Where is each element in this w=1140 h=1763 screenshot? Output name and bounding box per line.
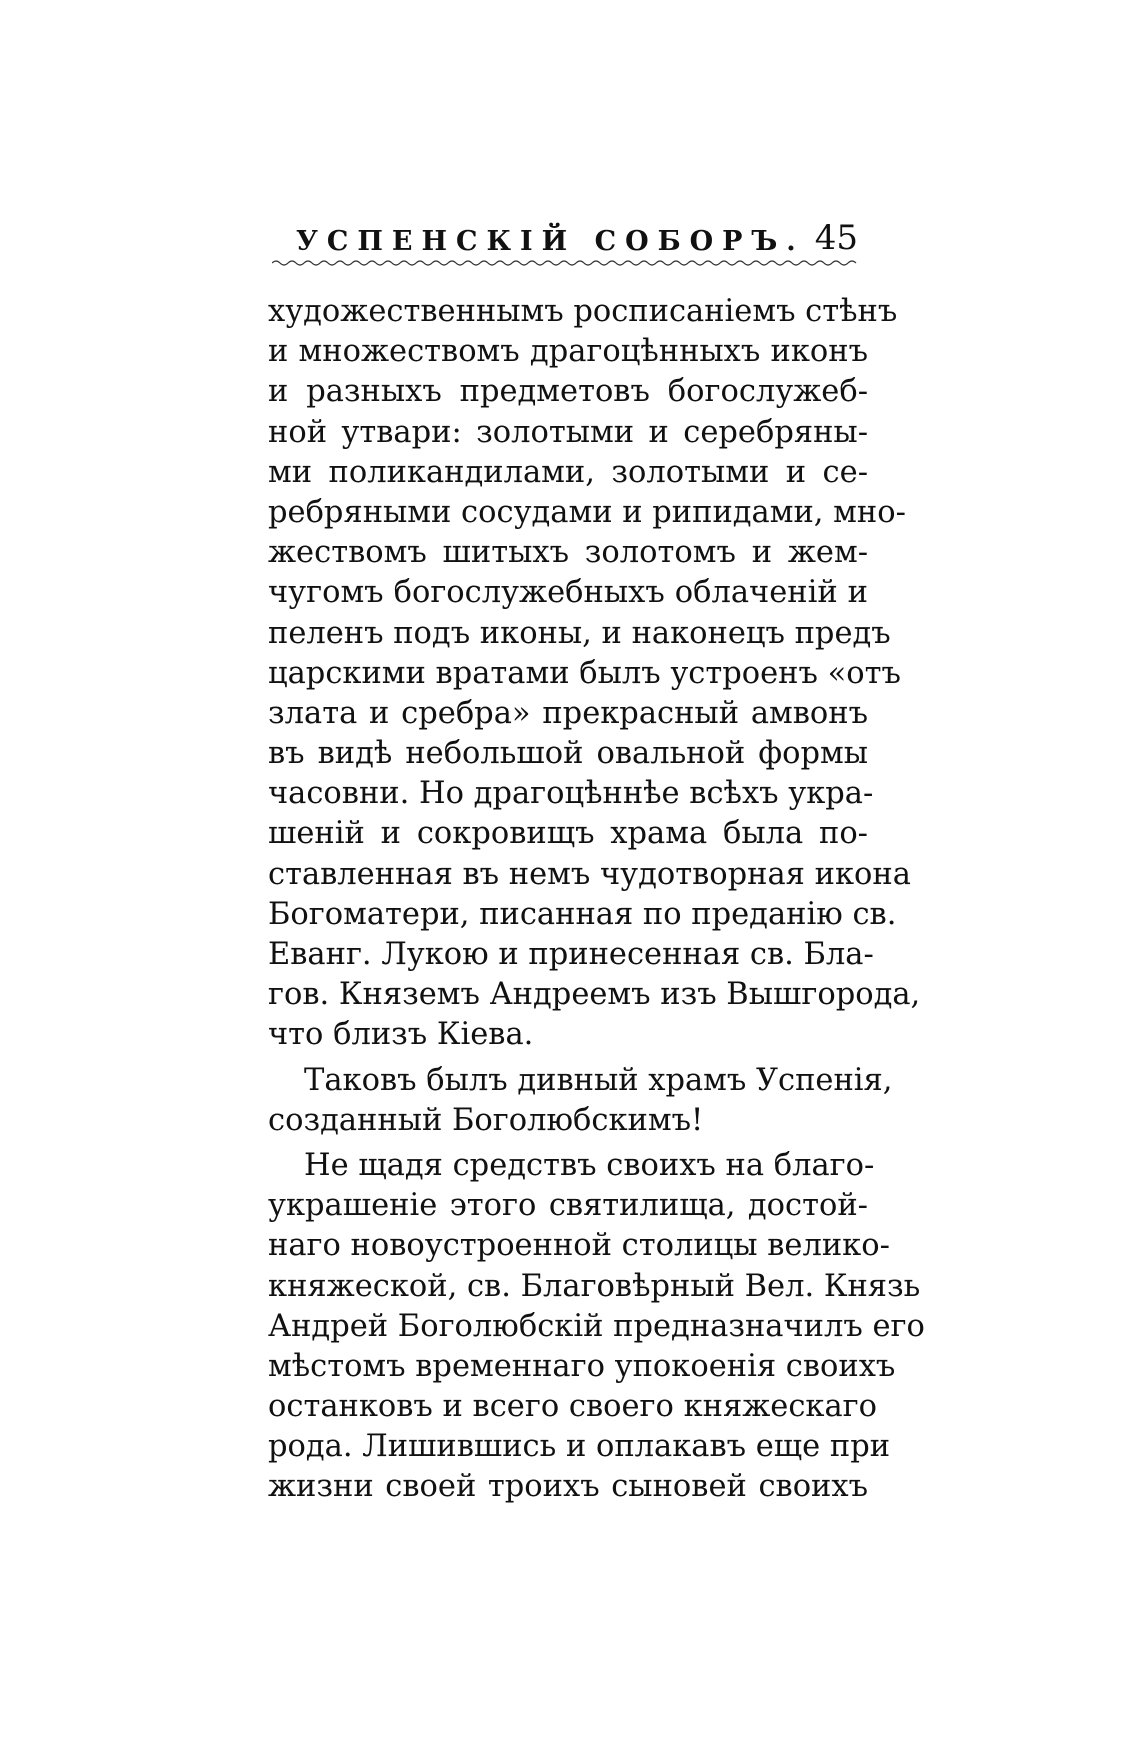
text-line: Таковъ былъ дивный храмъ Успенія, — [304, 1062, 893, 1098]
text-line: Андрей Боголюбскій предназначилъ его — [268, 1308, 925, 1344]
text-line: наго новоустроенной столицы велико- — [268, 1228, 890, 1264]
body-text — [268, 292, 925, 1508]
text-line: Не щадя средствъ своихъ на благо- — [304, 1147, 875, 1183]
text-line: что близъ Кіева. — [268, 1017, 534, 1053]
text-line: Еванг. Лукою и принесенная св. Бла- — [268, 937, 874, 972]
running-head — [272, 218, 862, 270]
text-line: царскими вратами былъ устроенъ «отъ — [268, 655, 901, 691]
text-line: останковъ и всего своего княжескаго — [268, 1389, 878, 1425]
running-title: УСПЕНСКІЙ СОБОРЪ. — [296, 226, 805, 257]
text-line: художественнымъ росписаніемъ стѣнъ — [268, 294, 898, 329]
text-line: созданный Боголюбскимъ! — [268, 1102, 704, 1138]
ornamental-wavy-rule — [272, 258, 862, 268]
text-line: часовни. Но драгоцѣннѣе всѣхъ укра- — [268, 776, 874, 812]
text-line: жизни своей троихъ сыновей своихъ — [268, 1469, 868, 1505]
paragraph-3 — [268, 1146, 925, 1508]
text-line: чугомъ богослужебныхъ облаченій и — [268, 575, 868, 611]
text-line: пеленъ подъ иконы, и наконецъ предъ — [268, 615, 891, 651]
text-line: ми поликандилами, золотыми и се- — [268, 454, 868, 490]
text-line: въ видѣ небольшой овальной формы — [268, 736, 868, 772]
text-line: рода. Лишившись и оплакавъ еще при — [268, 1429, 891, 1465]
text-line: жествомъ шитыхъ золотомъ и жем- — [268, 535, 868, 571]
text-line: и множествомъ драгоцѣнныхъ иконъ — [268, 334, 868, 370]
text-line: ребряными сосудами и рипидами, мно- — [268, 494, 906, 530]
text-line: княжеской, св. Благовѣрный Вел. Князь — [268, 1268, 921, 1304]
text-line: и разныхъ предметовъ богослужеб- — [268, 374, 868, 410]
paragraph-1 — [268, 292, 921, 1056]
text-line: ной утвари: золотыми и серебряны- — [268, 414, 868, 450]
text-line: мѣстомъ временнаго упокоенія своихъ — [268, 1348, 896, 1384]
text-line: украшеніе этого святилища, достой- — [268, 1188, 868, 1224]
text-line: шеній и сокровищъ храма была по- — [268, 816, 868, 852]
paragraph-2 — [268, 1061, 893, 1141]
text-line: Богоматери, писанная по преданію св. — [268, 896, 897, 932]
page-number: 45 — [814, 218, 858, 258]
text-line: ставленная въ немъ чудотворная икона — [268, 856, 911, 892]
text-line: злата и сребра» прекрасный амвонъ — [268, 695, 868, 731]
text-line: гов. Княземъ Андреемъ изъ Вышгорода, — [268, 977, 921, 1013]
